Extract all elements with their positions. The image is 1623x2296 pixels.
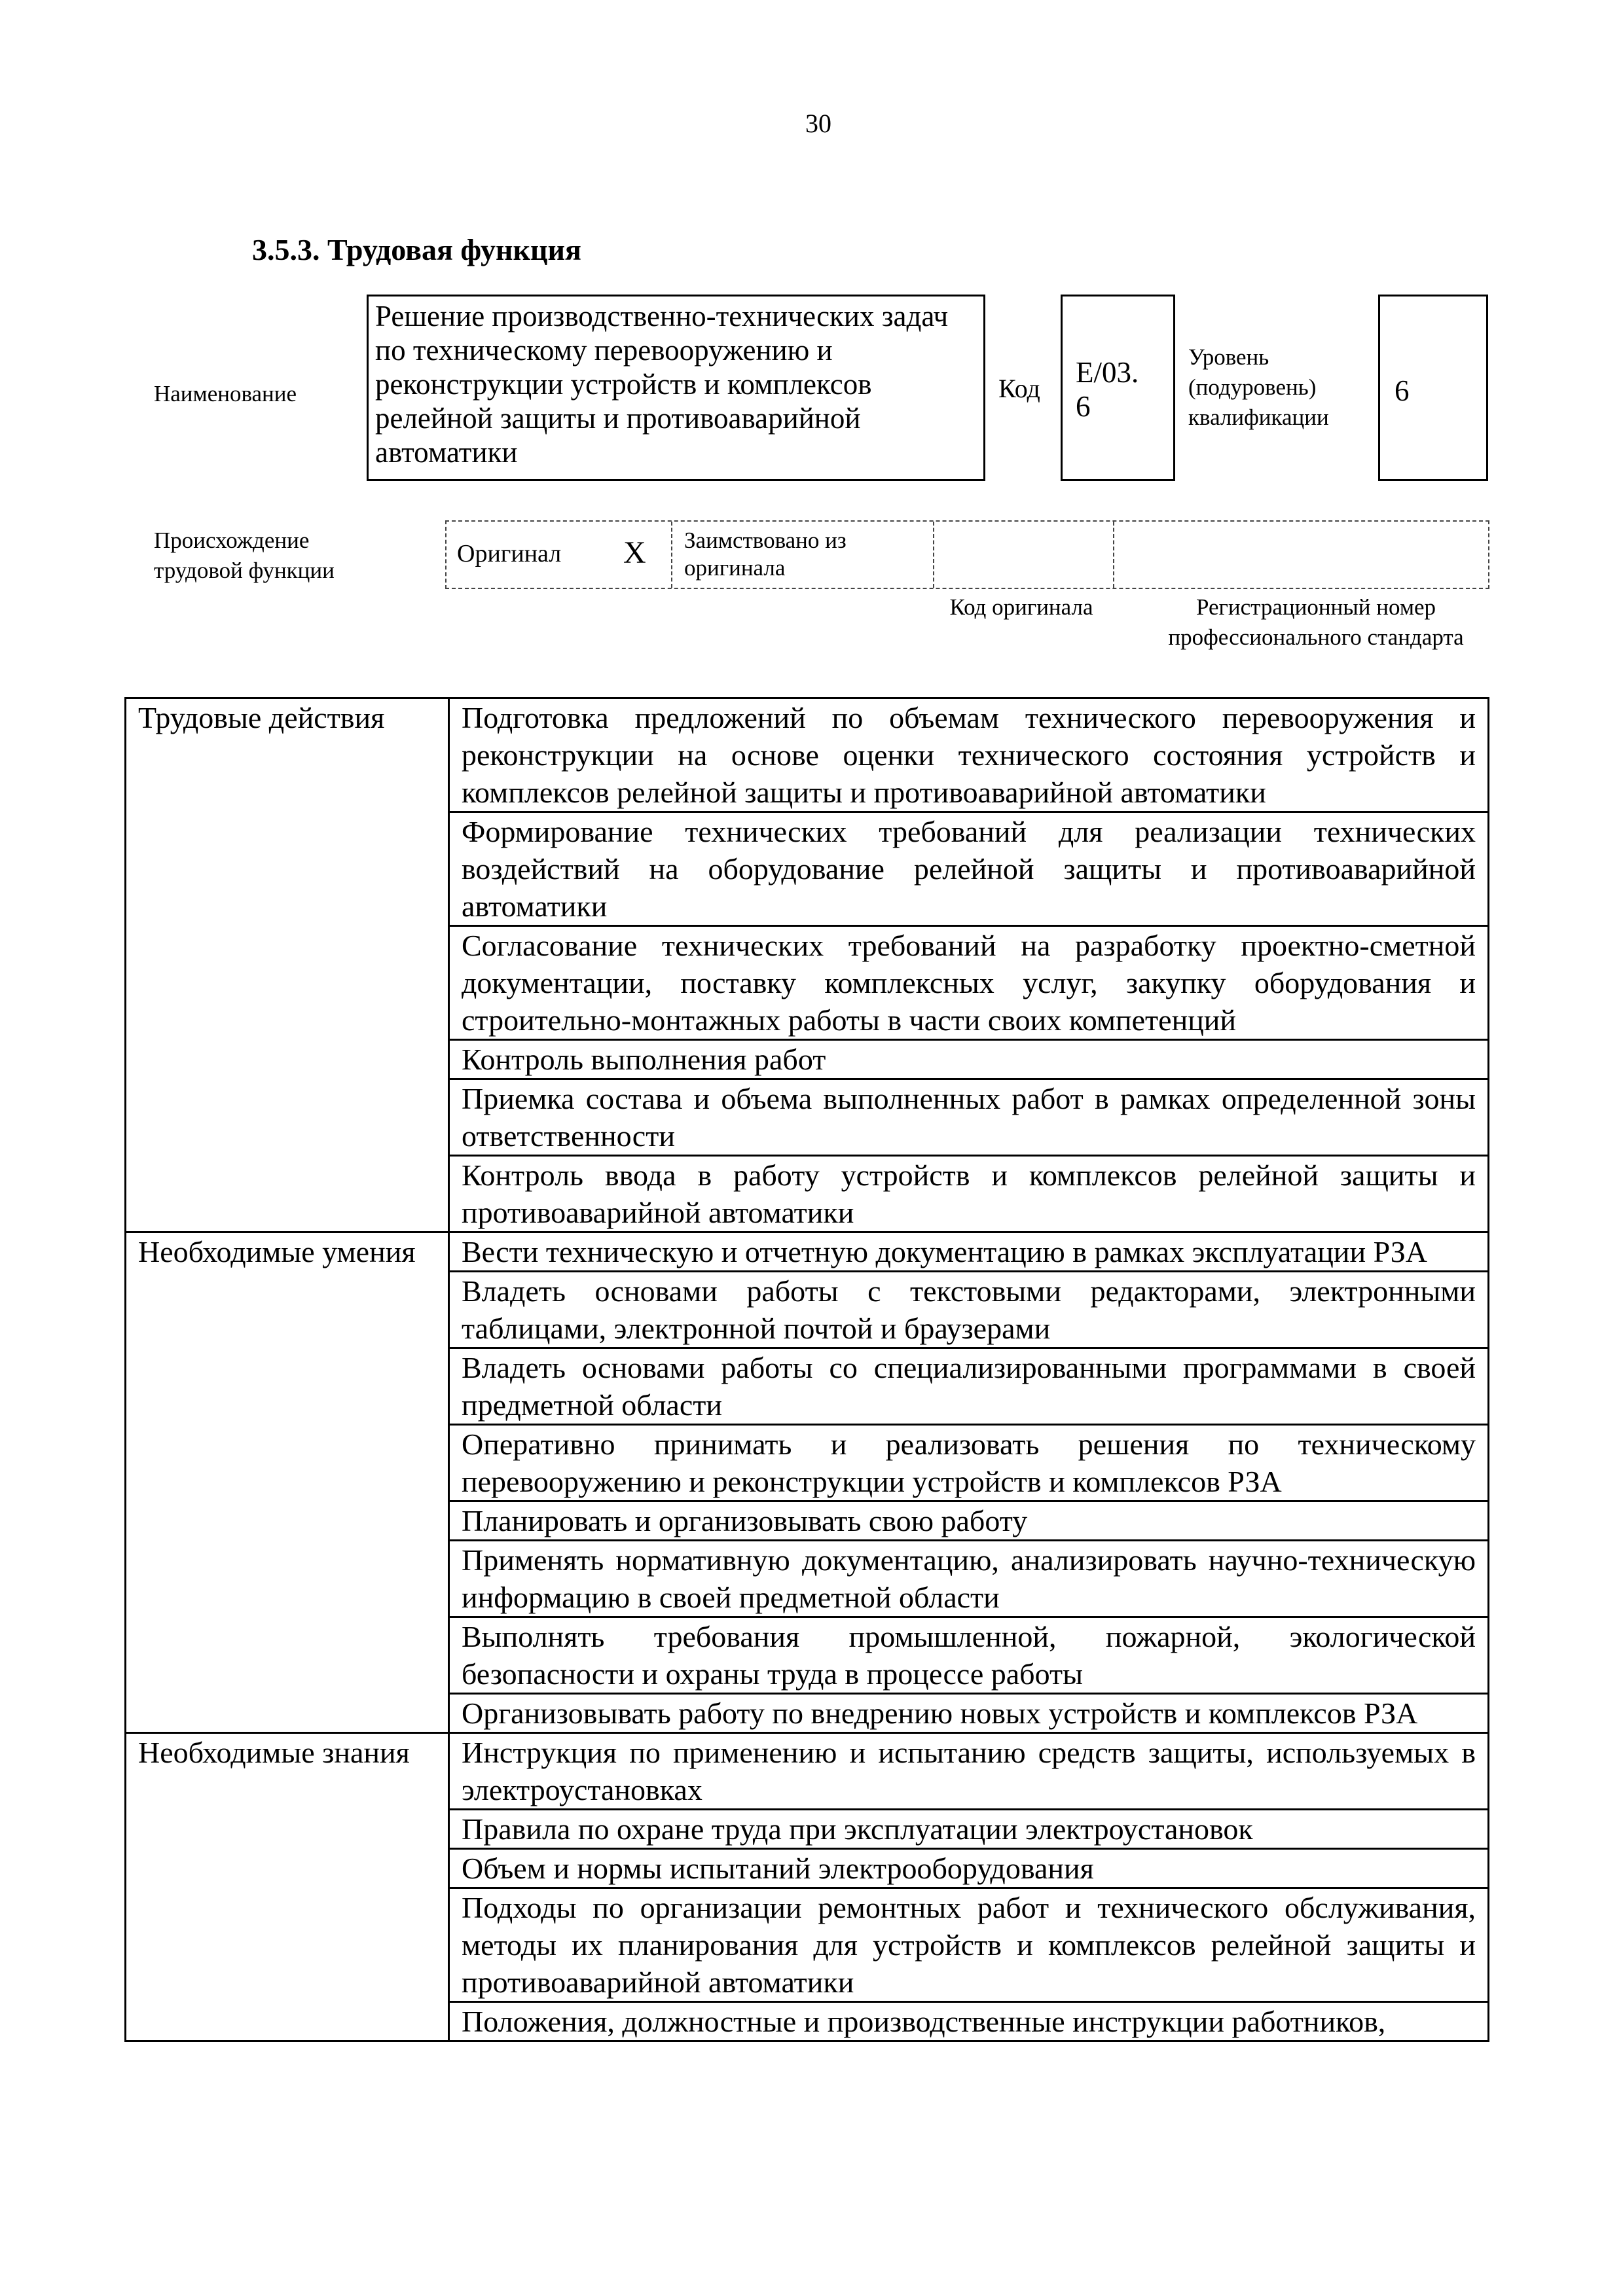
code-label: Код <box>998 374 1040 403</box>
function-table <box>124 697 1489 2042</box>
table-cell: Владеть основами работы с текстовыми редакторами, электронными таблицами, электронной почтой и браузерами <box>449 1272 1489 1348</box>
origin-code-cell <box>934 522 1114 588</box>
table-cell: Организовывать работу по внедрению новых устройств и комплексов РЗА <box>449 1694 1489 1733</box>
table-cell: Согласование технических требований на разработку проектно-сметной документации, поставку комплексных услуг, закупку оборудования и строительно-монтажных работы в части своих компетенций <box>449 926 1489 1040</box>
origin-original-label: Оригинал <box>457 540 562 567</box>
table-cell: Подходы по организации ремонтных работ и технического обслуживания, методы их планирования для устройств и комплексов релейной защиты и противоаварийной автоматики <box>449 1888 1489 2002</box>
origin-row <box>445 520 1489 589</box>
origin-original-cell <box>447 522 672 588</box>
origin-mark: X <box>623 535 646 570</box>
name-value-box <box>367 295 985 481</box>
table-cell: Подготовка предложений по объемам технического перевооружения и реконструкции на основе оценки технического состояния устройств и комплексов релейной защиты и противоаварийной автоматики <box>449 698 1489 812</box>
level-value: 6 <box>1395 374 1410 407</box>
group-label-skills: Необходимые умения <box>126 1232 449 1733</box>
table-cell: Применять нормативную документацию, анализировать научно-техническую информацию в своей предметной области <box>449 1541 1489 1617</box>
table-cell: Формирование технических требований для реализации технических воздействий на оборудование релейной защиты и противоаварийной автоматики <box>449 812 1489 926</box>
level-value-box <box>1378 295 1488 481</box>
origin-borrowed-label: Заимствовано из оригинала <box>684 528 847 581</box>
name-label: Наименование <box>154 381 297 406</box>
table-cell: Приемка состава и объема выполненных работ в рамках определенной зоны ответственности <box>449 1079 1489 1156</box>
table-cell: Инструкция по применению и испытанию средств защиты, используемых в электроустановках <box>449 1733 1489 1810</box>
caption-code: Код оригинала <box>949 594 1093 620</box>
table-cell: Положения, должностные и производственные инструкции работников, <box>449 2002 1489 2041</box>
code-value-box <box>1061 295 1175 481</box>
name-value: Решение производственно-технических задач по техническому перевооружению и реконструкции устройств и комплексов релейной защиты и противоаварийной автоматики <box>375 300 949 469</box>
section-heading: 3.5.3. Трудовая функция <box>252 233 581 266</box>
table-cell: Оперативно принимать и реализовать решения по техническому перевооружению и реконструкции устройств и комплексов РЗА <box>449 1425 1489 1501</box>
code-value: E/03. 6 <box>1076 356 1139 423</box>
group-label-labor-actions: Трудовые действия <box>126 698 449 1232</box>
level-label: Уровень (подуровень) квалификации <box>1188 344 1329 430</box>
table-row <box>126 1733 1489 1810</box>
origin-borrowed-cell <box>672 522 934 588</box>
table-cell: Контроль ввода в работу устройств и комплексов релейной защиты и противоаварийной автоматики <box>449 1156 1489 1232</box>
origin-reg-cell <box>1114 522 1491 588</box>
table-cell: Правила по охране труда при эксплуатации электроустановок <box>449 1810 1489 1849</box>
table-cell: Контроль выполнения работ <box>449 1040 1489 1079</box>
group-label-knowledge: Необходимые знания <box>126 1733 449 2041</box>
page-number: 30 <box>805 109 831 138</box>
table-cell: Владеть основами работы со специализированными программами в своей предметной области <box>449 1348 1489 1425</box>
caption-reg: Регистрационный номер профессионального стандарта <box>1168 594 1464 650</box>
table-cell: Вести техническую и отчетную документацию в рамках эксплуатации РЗА <box>449 1232 1489 1272</box>
table-cell: Выполнять требования промышленной, пожарной, экологической безопасности и охраны труда в процессе работы <box>449 1617 1489 1694</box>
table-cell: Объем и нормы испытаний электрооборудования <box>449 1849 1489 1888</box>
table-cell: Планировать и организовывать свою работу <box>449 1501 1489 1541</box>
table-row <box>126 1232 1489 1272</box>
table-row <box>126 698 1489 812</box>
origin-label: Происхождение трудовой функции <box>154 528 335 583</box>
